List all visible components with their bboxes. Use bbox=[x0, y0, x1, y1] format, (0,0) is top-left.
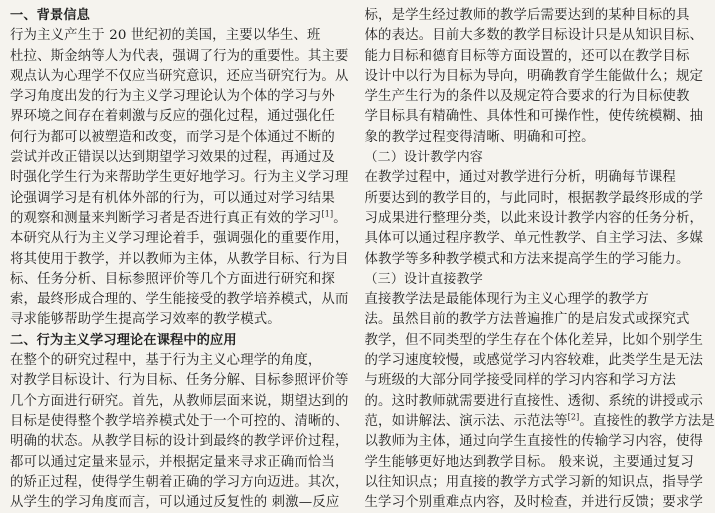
subsection-heading bbox=[365, 148, 715, 168]
text-line bbox=[10, 250, 349, 270]
text-line bbox=[365, 209, 715, 229]
line-text: 何行为都可以被塑造和改变，而学习是个体通过不断的 bbox=[10, 129, 335, 145]
text-line bbox=[365, 351, 715, 371]
text-line bbox=[10, 432, 349, 452]
text-line bbox=[10, 26, 349, 46]
section-heading bbox=[10, 6, 349, 26]
line-text: 从学生的学习角度而言，可以通过反复性的 刺激—反应 bbox=[10, 495, 340, 511]
line-text: 学目标具有精确性、具体性和可操作性，使传统模糊、抽 bbox=[364, 109, 704, 125]
line-text: 杜拉、斯金纳等人为代表，强调了行为的重要性。其主要 bbox=[10, 48, 349, 64]
line-text: 几个方面进行研究。首先，从教师层面来说，期望达到的 bbox=[10, 393, 349, 409]
line-text: 与班级的大部分同学接受同样的学习内容和学习方法 bbox=[364, 373, 676, 389]
line-text: 在教学过程中，通过对教学进行分析，明确每节课程 bbox=[364, 170, 676, 186]
line-text: （二）设计教学内容 bbox=[364, 150, 483, 166]
line-text: 范，如讲解法、演示法、示范法等 bbox=[364, 413, 568, 429]
text-line bbox=[10, 67, 349, 87]
line-text: 法。虽然目前的教学方法普遍推广的是启发式或探究式 bbox=[364, 312, 690, 328]
line-text: （三）设计直接教学 bbox=[364, 271, 483, 287]
line-text: 界环境之间存在着刺激与反应的强化过程，通过强化任 bbox=[10, 109, 335, 125]
text-line bbox=[365, 453, 715, 473]
text-line bbox=[365, 310, 715, 330]
text-line bbox=[10, 87, 349, 107]
line-text: 目标是使得整个教学培养模式处于一个可控的、清晰的、 bbox=[10, 413, 349, 429]
text-line bbox=[365, 250, 715, 270]
right-column bbox=[365, 6, 715, 511]
text-line bbox=[365, 290, 715, 310]
text-line bbox=[365, 128, 715, 148]
text-line bbox=[10, 310, 349, 330]
text-line bbox=[365, 493, 715, 513]
text-line bbox=[10, 209, 349, 229]
text-line bbox=[10, 473, 349, 493]
line-text-tail: 。 bbox=[333, 210, 347, 226]
line-text-tail: 。直接性的教学方法是 bbox=[579, 413, 715, 429]
line-text: 学生能够更好地达到教学目标。 般来说，主要通过复习 bbox=[364, 454, 694, 470]
line-text: 的观察和测量来判断学习者是否进行真正有效的学习 bbox=[10, 210, 322, 226]
line-text: 直接教学法是最能体现行为主义心理学的教学方 bbox=[364, 292, 649, 308]
text-line bbox=[10, 168, 349, 188]
line-text: 本研究从行为主义学习理论着手，强调强化的重要作用， bbox=[10, 231, 349, 247]
line-text: 标、任务分析、目标参照评价等几个方面进行研究和探 bbox=[10, 271, 335, 287]
text-line bbox=[10, 47, 349, 67]
subsection-heading bbox=[365, 270, 715, 290]
line-text: 象的教学过程变得清晰、明确和可控。 bbox=[364, 129, 595, 145]
text-line bbox=[365, 26, 715, 46]
text-line bbox=[10, 107, 349, 127]
section-heading bbox=[10, 331, 349, 351]
text-line bbox=[365, 67, 715, 87]
line-text: 明确的状态。从教学目标的设计到最终的教学评价过程， bbox=[10, 434, 349, 450]
citation-marker: [1] bbox=[321, 209, 334, 219]
line-text: 寻求能够帮助学生提高学习效率的教学模式。 bbox=[10, 312, 281, 328]
text-line bbox=[10, 412, 349, 432]
text-line bbox=[10, 453, 349, 473]
line-text: 对教学目标设计、行为目标、任务分解、目标参照评价等 bbox=[10, 373, 349, 389]
line-text: 体教学等多种教学模式和方法来提高学生的学习能力。 bbox=[364, 251, 690, 267]
text-line bbox=[365, 392, 715, 412]
line-text: 尝试并改正错误以达到期望学习效果的过程，再通过及 bbox=[10, 150, 335, 166]
text-line bbox=[10, 148, 349, 168]
line-text: 时强化学生行为来帮助学生更好地学习。行为主义学习理 bbox=[10, 170, 349, 186]
text-line bbox=[365, 168, 715, 188]
text-line bbox=[365, 473, 715, 493]
text-line bbox=[365, 47, 715, 67]
line-text: 学生产生行为的条件以及规定符合要求的行为目标使教 bbox=[364, 89, 690, 105]
line-text: 以往知识点；用直接的教学方式学习新的知识点，指导学 bbox=[364, 474, 704, 490]
line-text: 二、行为主义学习理论在课程中的应用 bbox=[10, 332, 237, 348]
text-line bbox=[10, 128, 349, 148]
text-line bbox=[365, 412, 715, 432]
line-text: 生学习个别重难点内容，及时检查，并进行反馈；要求学 bbox=[364, 495, 704, 511]
text-line bbox=[365, 432, 715, 452]
line-text: 的。这时教师就需要进行直接性、透彻、系统的讲授或示 bbox=[364, 393, 704, 409]
text-line bbox=[10, 189, 349, 209]
text-line bbox=[10, 392, 349, 412]
line-text: 能力目标和德育目标等方面设置的，还可以在教学目标 bbox=[364, 48, 690, 64]
text-line bbox=[365, 87, 715, 107]
line-text: 所要达到的教学目的，与此同时，根据教学最终形成的学 bbox=[364, 190, 704, 206]
text-line bbox=[365, 107, 715, 127]
text-line bbox=[10, 229, 349, 249]
line-text: 习成果进行整理分类，以此来设计教学内容的任务分析， bbox=[364, 210, 704, 226]
text-line bbox=[10, 270, 349, 290]
text-line bbox=[10, 351, 349, 371]
line-text: 教学，但不同类型的学生存在个体化差异，比如个别学生 bbox=[364, 332, 704, 348]
line-text: 行为主义产生于 20 世纪初的美国，主要以华生、班 bbox=[10, 28, 321, 44]
text-line bbox=[365, 331, 715, 351]
citation-marker: [2] bbox=[567, 412, 580, 422]
text-line bbox=[10, 493, 349, 513]
line-text: 一、背景信息 bbox=[10, 8, 91, 23]
line-text: 论强调学习是有机体外部的行为，可以通过对学习结果 bbox=[10, 190, 335, 206]
text-line bbox=[365, 189, 715, 209]
line-text: 将其使用于教学，并以教师为主体，从教学目标、行为目 bbox=[10, 251, 349, 267]
text-line bbox=[10, 290, 349, 310]
line-text: 索，最终形成合理的、学生能接受的教学培养模式，从而 bbox=[10, 292, 349, 308]
left-column bbox=[10, 6, 349, 511]
line-text: 具体可以通过程序教学、单元性教学、自主学习法、多媒 bbox=[364, 231, 704, 247]
line-text: 的学习速度较慢，或感觉学习内容较难，此类学生是无法 bbox=[364, 353, 704, 369]
text-line bbox=[10, 371, 349, 391]
text-line bbox=[365, 229, 715, 249]
text-line bbox=[365, 371, 715, 391]
text-line bbox=[365, 6, 715, 26]
line-text: 都可以通过定量来显示，并根据定量来寻求正确而恰当 bbox=[10, 454, 335, 470]
line-text: 在整个的研究过程中，基于行为主义心理学的角度， bbox=[10, 353, 322, 369]
line-text: 的矫正过程，使得学生朝着正确的学习方向迈进。其次， bbox=[10, 474, 349, 490]
line-text: 标，是学生经过教师的教学后需要达到的某种目标的具 bbox=[364, 8, 690, 23]
line-text: 体的表达。目前大多数的教学目标设计只是从知识目标、 bbox=[364, 28, 704, 44]
line-text: 学习角度出发的行为主义学习理论认为个体的学习与外 bbox=[10, 89, 335, 105]
line-text: 以教师为主体，通过向学生直接性的传输学习内容，使得 bbox=[364, 434, 704, 450]
line-text: 观点认为心理学不仅应当研究意识，还应当研究行为。从 bbox=[10, 68, 349, 84]
line-text: 设计中以行为目标为导向，明确教育学生能做什么；规定 bbox=[364, 68, 704, 84]
